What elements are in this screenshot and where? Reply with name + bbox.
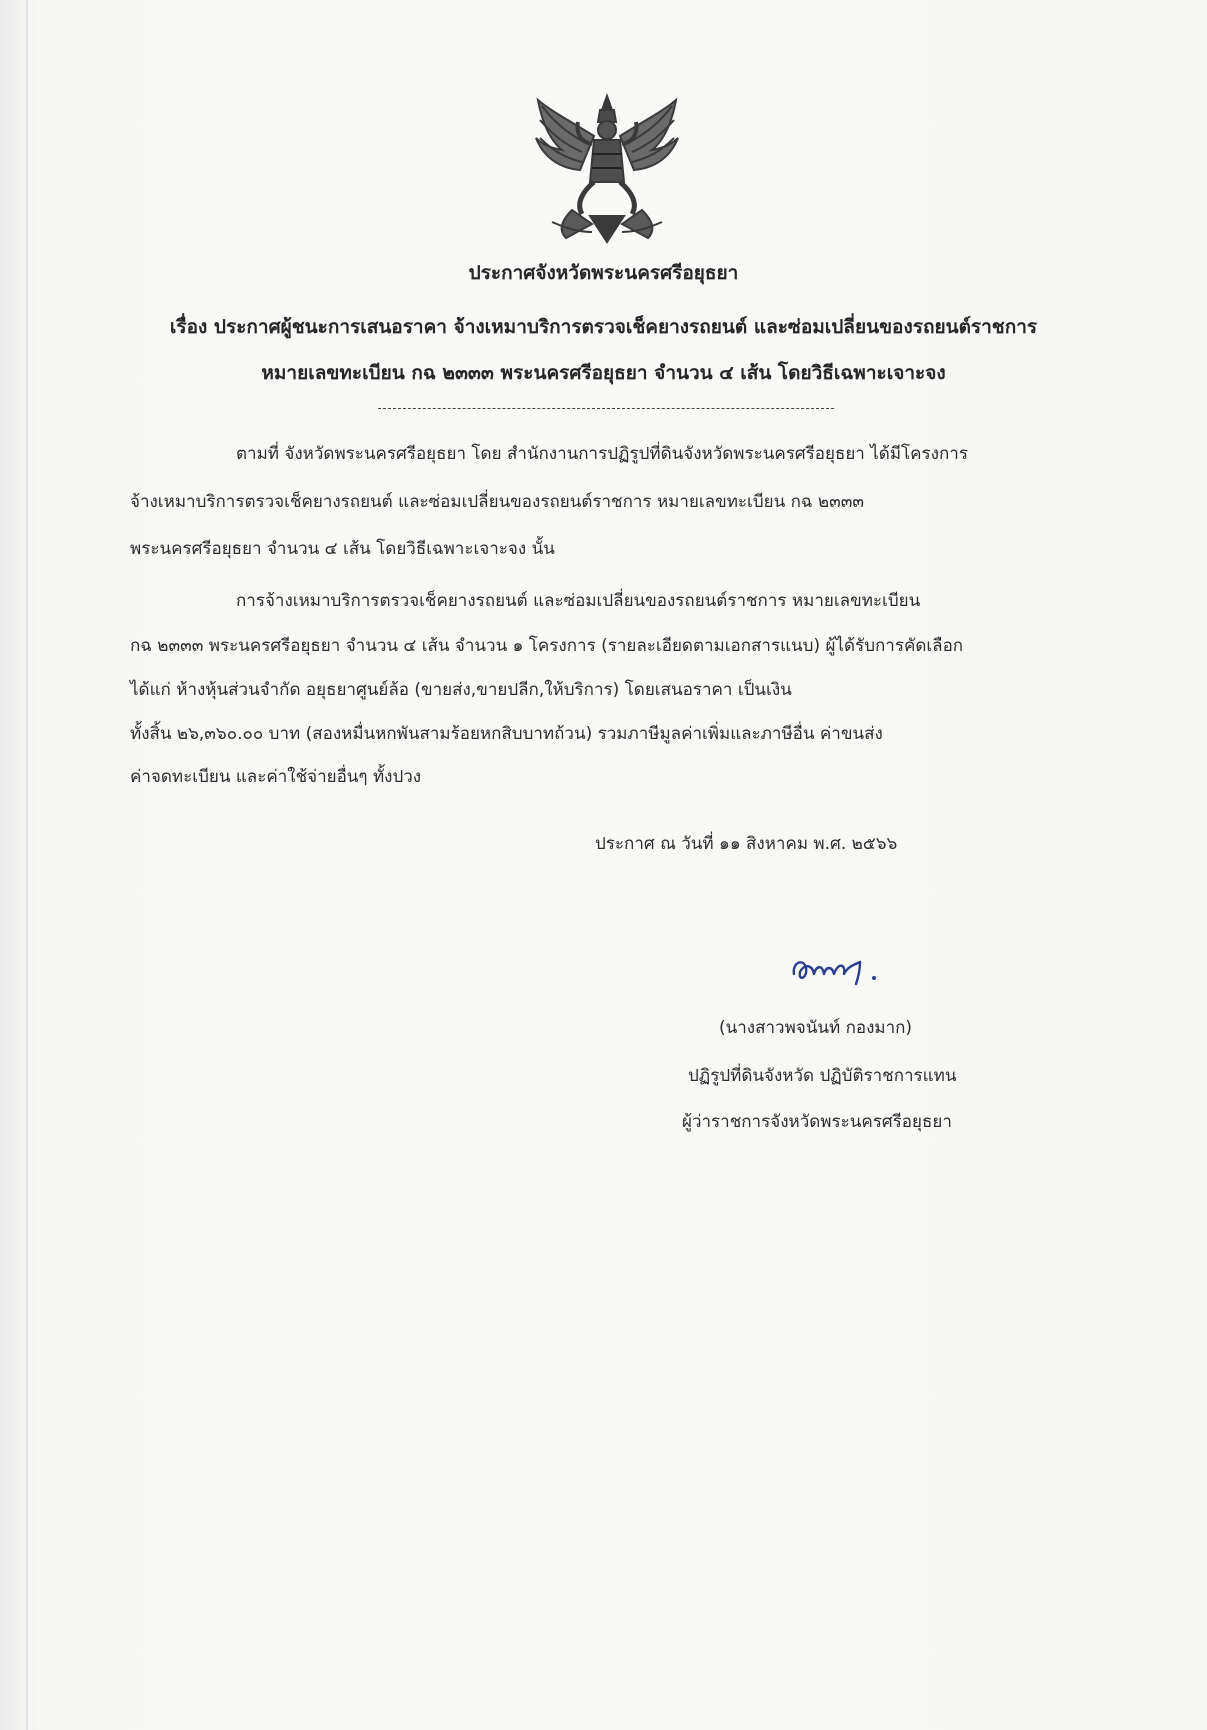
dashed-divider	[378, 408, 834, 409]
paragraph-1-line-3: พระนครศรีอยุธยา จำนวน ๔ เส้น โดยวิธีเฉพาะเจาะจง นั้น	[130, 539, 555, 559]
paragraph-2-line-1: การจ้างเหมาบริการตรวจเช็คยางรถยนต์ และซ่อมเปลี่ยนของรถยนต์ราชการ หมายเลขทะเบียน	[236, 591, 921, 611]
signatory-name: (นางสาวพจนันท์ กองมาก)	[719, 1018, 913, 1038]
paragraph-1-line-2: จ้างเหมาบริการตรวจเช็คยางรถยนต์ และซ่อมเปลี่ยนของรถยนต์ราชการ หมายเลขทะเบียน กฉ ๒๓๓๓	[130, 492, 864, 512]
announcement-title: ประกาศจังหวัดพระนครศรีอยุธยา	[468, 262, 739, 284]
paragraph-2-line-3: ได้แก่ ห้างหุ้นส่วนจำกัด อยุธยาศูนย์ล้อ (ขายส่ง,ขายปลีก,ให้บริการ) โดยเสนอราคา เป็นเงิน	[130, 680, 792, 700]
subject-line-2: หมายเลขทะเบียน กฉ ๒๓๓๓ พระนครศรีอยุธยา จำนวน ๔ เส้น โดยวิธีเฉพาะเจาะจง	[261, 362, 946, 384]
announcement-date: ประกาศ ณ วันที่ ๑๑ สิงหาคม พ.ศ. ๒๕๖๖	[595, 834, 898, 854]
paragraph-2-line-5: ค่าจดทะเบียน และค่าใช้จ่ายอื่นๆ ทั้งปวง	[130, 767, 422, 787]
paragraph-2-line-2: กฉ ๒๓๓๓ พระนครศรีอยุธยา จำนวน ๔ เส้น จำนวน ๑ โครงการ (รายละเอียดตามเอกสารแนบ) ผู้ได้รับการคัดเลือก	[130, 636, 964, 656]
handwritten-signature	[786, 944, 896, 990]
paragraph-2-line-4: ทั้งสิ้น ๒๖,๓๖๐.๐๐ บาท (สองหมื่นหกพันสามร้อยหกสิบบาทถ้วน) รวมภาษีมูลค่าเพิ่มและภาษีอื่น ค่าขนส่ง	[130, 724, 883, 744]
signatory-position-1: ปฏิรูปที่ดินจังหวัด ปฏิบัติราชการแทน	[688, 1066, 957, 1086]
paragraph-1-line-1: ตามที่ จังหวัดพระนครศรีอยุธยา โดย สำนักงานการปฏิรูปที่ดินจังหวัดพระนครศรีอยุธยา ได้มีโครงการ	[236, 444, 968, 464]
garuda-emblem-icon	[532, 92, 682, 244]
subject-line-1: เรื่อง ประกาศผู้ชนะการเสนอราคา จ้างเหมาบริการตรวจเช็คยางรถยนต์ และซ่อมเปลี่ยนของรถยนต์ราชการ	[169, 316, 1038, 338]
signatory-position-2: ผู้ว่าราชการจังหวัดพระนครศรีอยุธยา	[682, 1112, 952, 1132]
